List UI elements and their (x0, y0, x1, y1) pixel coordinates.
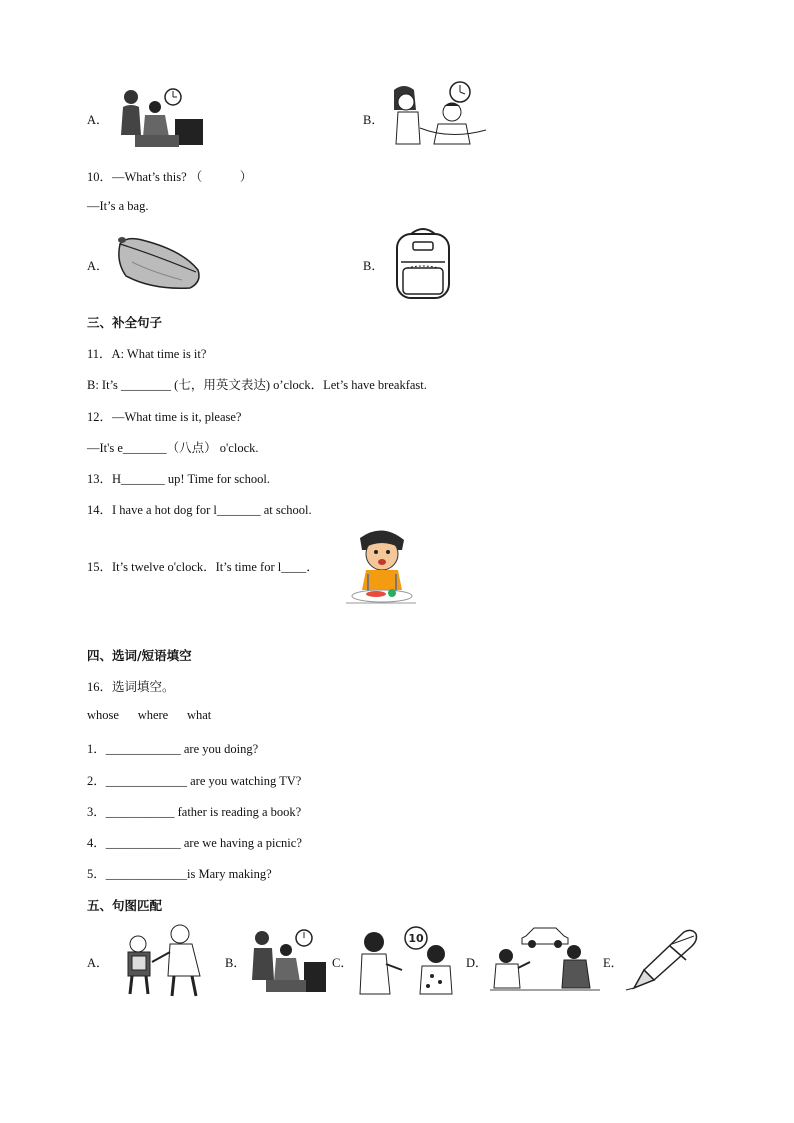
q16-item-3: 3．___________ father is reading a book? (87, 805, 302, 819)
match-image-b (248, 926, 326, 994)
q11-line-a: 11．A: What time is it? (87, 347, 207, 361)
boy-eating-lunch-image (346, 524, 416, 604)
match-image-d (490, 922, 600, 994)
word-bank: whose where what (87, 708, 212, 722)
q10-option-b-label: B． (363, 259, 384, 273)
q14: 14．I have a hot dog for l_______ at school. (87, 503, 312, 517)
q10-question: 10．—What’s this? （ ） (87, 170, 253, 184)
pencil-case-image (112, 232, 204, 292)
section3-heading: 三、补全句子 (87, 315, 163, 330)
q16: 16．选词填空。 (87, 680, 175, 694)
q16-item-2: 2．_____________ are you watching TV? (87, 774, 302, 788)
match-label-b: B． (225, 956, 246, 970)
match-label-c: C． (332, 956, 353, 970)
match-image-a (120, 922, 210, 998)
q16-item-5: 5．_____________is Mary making? (87, 867, 272, 881)
q10-option-a-label: A． (87, 259, 109, 273)
q9-option-b-label: B． (363, 113, 384, 127)
q10-answer: —It’s a bag. (87, 199, 149, 213)
match-label-a: A． (87, 956, 109, 970)
q16-item-4: 4．____________ are we having a picnic? (87, 836, 302, 850)
q9-option-b-image (390, 80, 490, 148)
q15: 15．It’s twelve o'clock．It’s time for l____． (87, 560, 319, 574)
time-badge-number: 10 (408, 932, 424, 945)
q12-line-b: —It's e_______（八点） o'clock. (87, 441, 259, 455)
match-label-d: D． (466, 956, 488, 970)
q11-line-b: B: It’s ________ (七，用英文表达) o’clock．Let’s have breakfast. (87, 378, 427, 392)
section4-heading: 四、选词/短语填空 (87, 648, 192, 663)
q12-line-a: 12．—What time is it, please? (87, 410, 242, 424)
fountain-pen-image (624, 926, 700, 992)
q13: 13．H_______ up! Time for school. (87, 472, 270, 486)
q9-option-a-label: A． (87, 113, 109, 127)
backpack-image (393, 224, 453, 300)
q9-option-a-image (115, 85, 203, 149)
section5-heading: 五、句图匹配 (87, 898, 163, 913)
q16-item-1: 1．____________ are you doing? (87, 742, 259, 756)
match-image-c (356, 924, 456, 996)
match-label-e: E． (603, 956, 624, 970)
